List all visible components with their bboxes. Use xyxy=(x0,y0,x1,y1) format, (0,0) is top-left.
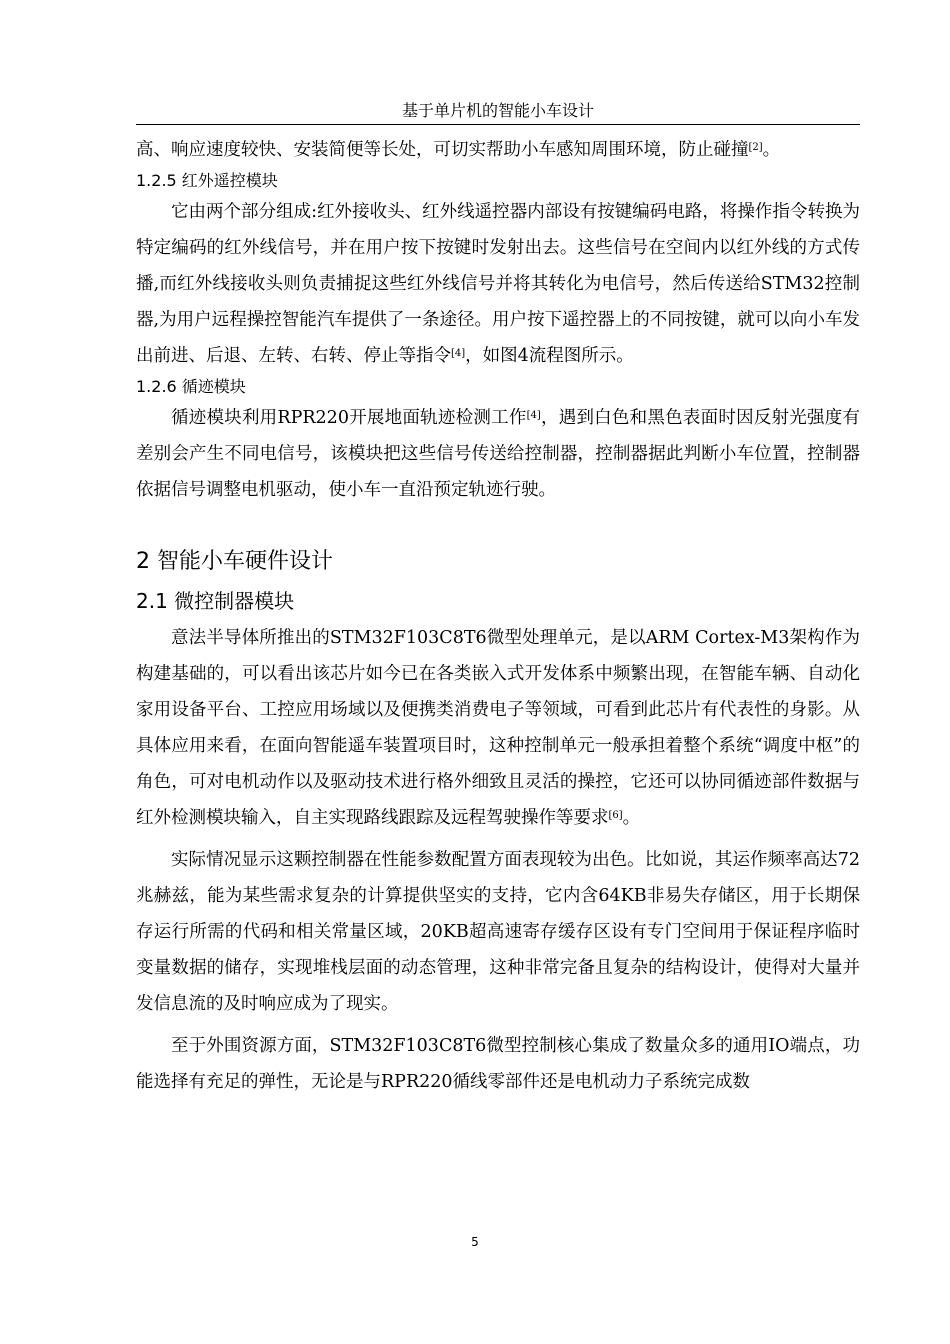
paragraph-mcu-intro: 意法半导体所推出的STM32F103C8T6微型处理单元，是以ARM Cortex-M3架构作为构建基础的，可以看出该芯片如今已在各类嵌入式开发体系中频繁出现，在智能车辆、自动化家用设备平台、工控应用场域以及便携类消费电子等领域，可看到此芯片有代表性的身影。从具体应用来看，在面向智能遥车装置项目时，这种控制单元一般承担着整个系统“调度中枢”的角色，可对电机动作以及驱动技术进行格外细致且灵活的操控，它还可以协同循迹部件数据与红外检测模块输入，自主实现路线跟踪及远程驾驶操作等要求[6]。 xyxy=(136,628,860,828)
citation: [2] xyxy=(748,142,763,153)
header-rule xyxy=(136,124,860,125)
citation: [4] xyxy=(526,410,541,421)
heading-1-2-6: 1.2.6 循迹模块 xyxy=(136,377,246,396)
paragraph-mcu-performance: 实际情况显示这颗控制器在性能参数配置方面表现较为出色。比如说，其运作频率高达72兆赫兹，能为某些需求复杂的计算提供坚实的支持，它内含64KB非易失存储区，用于长期保存运行所需的代码和相关常量区域，20KB超高速寄存缓存区设有专门空间用于保证程序临时变量数据的储存，实现堆栈层面的动态管理，这种非常完备且复杂的结构设计，使得对大量并发信息流的及时响应成为了现实。 xyxy=(136,850,860,1014)
paragraph-infrared: 它由两个部分组成:红外接收头、红外线遥控器内部设有按键编码电路，将操作指令转换为特定编码的红外线信号，并在用户按下按键时发射出去。这些信号在空间内以红外线的方式传播,而红外线接收头则负责捕捉这些红外线信号并将其转化为电信号，然后传送给STM32控制器,为用户远程操控智能汽车提供了一条途径。用户按下遥控器上的不同按键，就可以向小车发出前进、后退、左转、右转、停止等指令[4]，如图4流程图所示。 xyxy=(136,202,860,366)
page-body xyxy=(136,132,860,1100)
paragraph-continued: 高、响应速度较快、安装简便等长处，可切实帮助小车感知周围环境，防止碰撞[2]。 xyxy=(136,140,781,160)
citation: [6] xyxy=(608,810,623,821)
heading-1-2-5: 1.2.5 红外遥控模块 xyxy=(136,171,278,190)
page-number: 5 xyxy=(471,1235,479,1249)
paragraph-tracking: 循迹模块利用RPR220开展地面轨迹检测工作[4]，遇到白色和黑色表面时因反射光强度有差别会产生不同电信号，该模块把这些信号传送给控制器，控制器据此判断小车位置，控制器依据信号调整电机驱动，使小车一直沿预定轨迹行驶。 xyxy=(136,408,861,500)
running-header: 基于单片机的智能小车设计 xyxy=(401,101,594,120)
chapter-heading-2: 2 智能小车硬件设计 xyxy=(136,549,333,574)
paragraph-mcu-peripherals: 至于外围资源方面，STM32F103C8T6微型控制核心集成了数量众多的通用IO端点，功能选择有充足的弹性，无论是与RPR220循线零部件还是电机动力子系统完成数 xyxy=(136,1036,860,1092)
section-heading-2-1: 2.1 微控制器模块 xyxy=(136,589,295,613)
citation: [4] xyxy=(451,348,466,359)
